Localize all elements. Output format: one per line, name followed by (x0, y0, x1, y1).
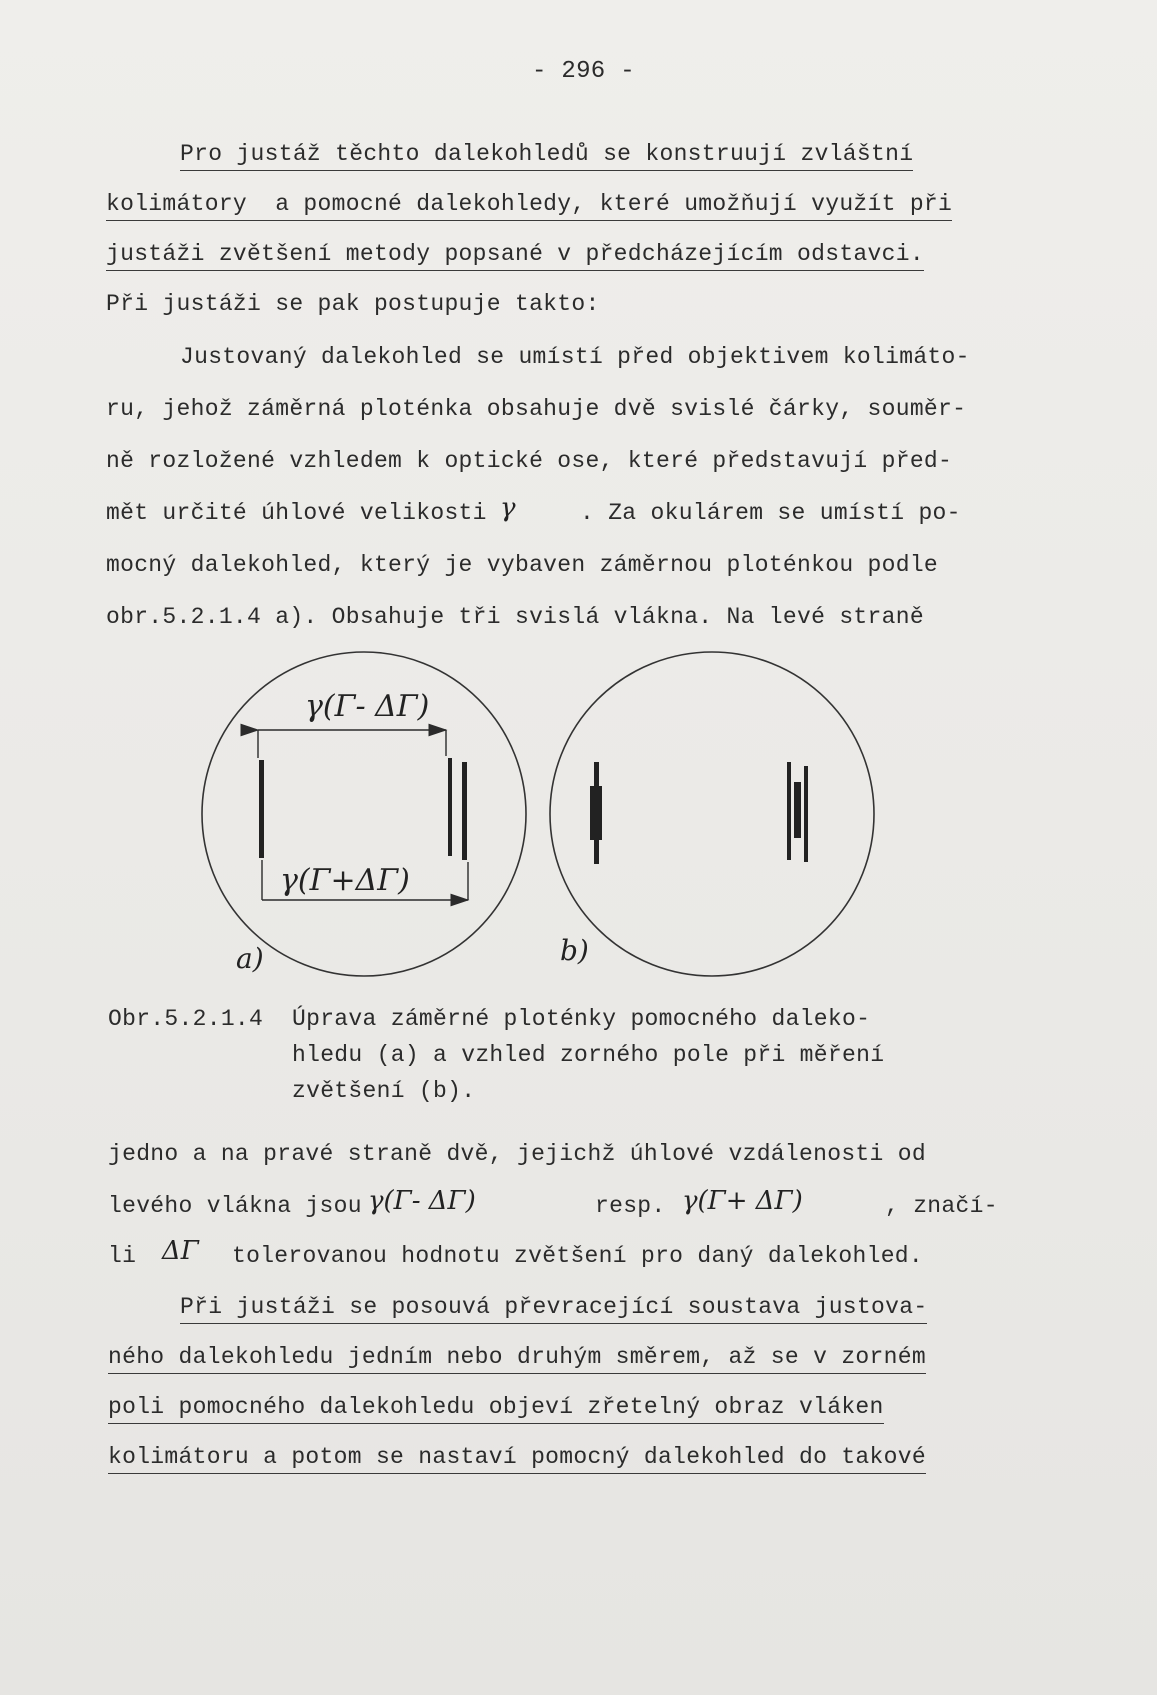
para2-line-2: ru, jehož záměrná ploténka obsahuje dvě svislé čárky, souměr- (106, 396, 967, 422)
right-thread-2 (462, 762, 467, 860)
para3-line-3b: tolerovanou hodnotu zvětšení pro daný dalekohled. (232, 1243, 924, 1269)
right-thread-1 (448, 758, 452, 856)
label-b: b) (560, 934, 589, 967)
para3-line-2c: , značí- (885, 1193, 998, 1219)
caption-line-1: Úprava záměrné ploténky pomocného daleko- (292, 1006, 871, 1032)
caption-prefix: Obr.5.2.1.4 (108, 1006, 264, 1032)
formula-1: γ(Γ- ΔΓ) (368, 1186, 476, 1216)
dim-top-label: γ(Γ- ΔΓ) (305, 689, 430, 724)
para1-line-2: kolimátory a pomocné dalekohledy, které umožňují využít při (106, 190, 952, 221)
formula-2: γ(Γ+ ΔΓ) (682, 1186, 803, 1216)
gamma-symbol: γ (500, 493, 516, 523)
b-right-thread-1 (787, 762, 791, 860)
b-left-mark (590, 786, 602, 840)
para2-line-6: obr.5.2.1.4 a). Obsahuje tři svislá vlákna. Na levé straně (106, 604, 924, 630)
para4-line-2: ného dalekohledu jedním nebo druhým směrem, až se v zorném (108, 1343, 926, 1374)
para3-line-2b: resp. (595, 1193, 666, 1219)
para2-line-1: Justovaný dalekohled se umístí před objektivem kolimáto- (180, 344, 970, 370)
para4-line-3: poli pomocného dalekohledu objeví zřetelný obraz vláken (108, 1393, 884, 1424)
para4-line-1: Při justáži se posouvá převracející soustava justova- (180, 1293, 927, 1324)
left-thread (259, 760, 264, 858)
para1-line-1: Pro justáž těchto dalekohledů se konstruují zvláštní (180, 140, 913, 171)
para3-line-3a: li (108, 1243, 137, 1269)
para2-line-4a: mět určité úhlové velikosti (106, 500, 487, 526)
para2-line-3: ně rozložené vzhledem k optické ose, které představují před- (106, 448, 953, 474)
page-number: - 296 - (532, 58, 635, 85)
caption-line-3: zvětšení (b). (292, 1078, 476, 1104)
para3-line-2a: levého vlákna jsou (108, 1193, 362, 1219)
para1-line-3: justáži zvětšení metody popsané v předcházejícím odstavci. (106, 240, 924, 271)
para4-line-4: kolimátoru a potom se nastaví pomocný dalekohled do takové (108, 1443, 926, 1474)
para3-line-1: jedno a na pravé straně dvě, jejichž úhlové vzdálenosti od (108, 1141, 926, 1167)
para2-line-4b: . Za okulárem se umístí po- (580, 500, 961, 526)
b-right-thread-3 (804, 766, 808, 862)
b-right-thread-2 (794, 782, 801, 838)
para1-line-4: Při justáži se pak postupuje takto: (106, 291, 600, 317)
label-a: a) (236, 942, 264, 975)
dim-bottom-label: γ(Γ+ΔΓ) (280, 863, 410, 898)
caption-line-2: hledu (a) a vzhled zorného pole při měření (292, 1042, 885, 1068)
para2-line-5: mocný dalekohled, který je vybaven záměrnou ploténkou podle (106, 552, 939, 578)
formula-3: ΔΓ (162, 1236, 199, 1266)
